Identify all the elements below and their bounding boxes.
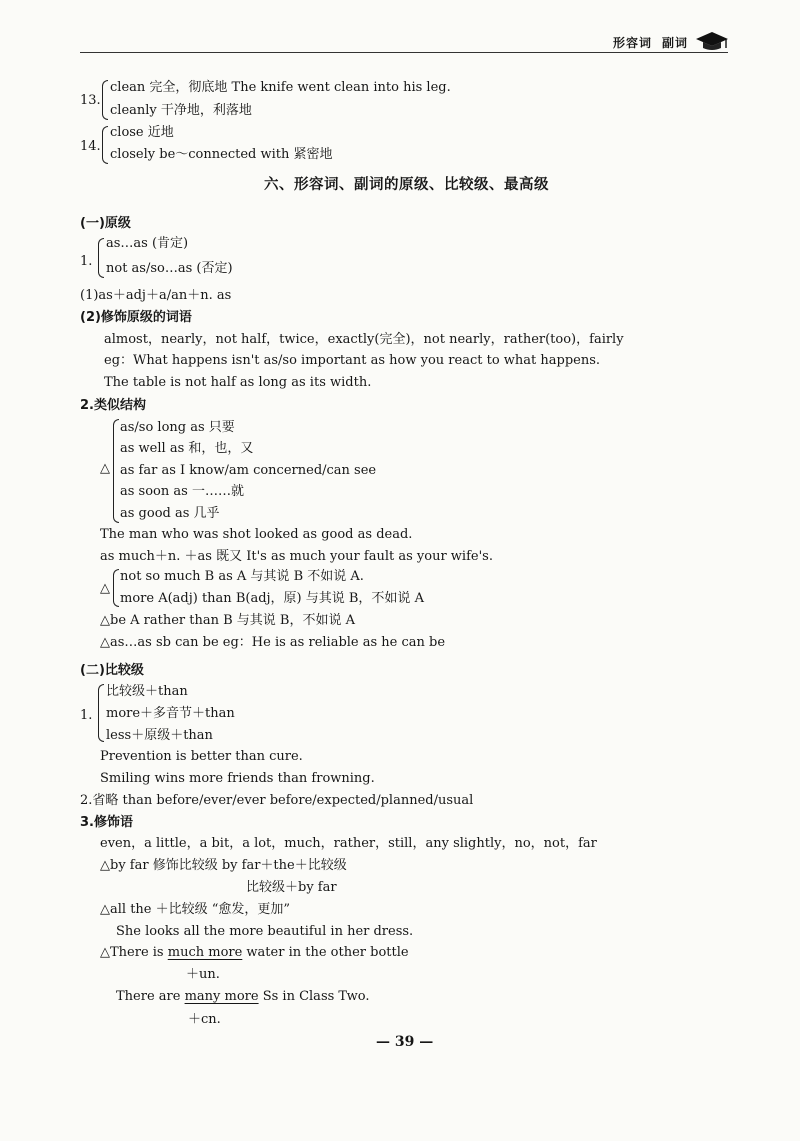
comparative-pattern: 比较级＋than	[106, 684, 188, 699]
sentence-text: There are	[116, 989, 185, 1004]
all-the-line: △all the ＋比较级 “愈发，更加”	[100, 902, 291, 917]
uncountable-note: ＋un.	[186, 967, 220, 982]
graduation-cap-icon	[694, 30, 730, 52]
sentence-text: Ss in Class Two.	[258, 989, 370, 1004]
much-more-example	[100, 946, 409, 959]
similar-item: as good as 几乎	[120, 506, 220, 521]
positive-example1: eg：What happens isn't as/so important as how you react to what happens.	[104, 353, 601, 368]
sentence-text: △There is	[100, 945, 168, 960]
positive-point1: (1)as＋adj＋a/an＋n. as	[80, 288, 232, 303]
rather-than-line: △be A rather than B 与其说 B，不如说 A	[100, 613, 356, 628]
positive-as-as: as…as (肯定)	[106, 236, 189, 251]
running-header	[613, 34, 698, 51]
similar-item: as soon as 一……就	[120, 484, 244, 499]
positive-example2: The table is not half as long as its width.	[104, 375, 372, 390]
comparative-num1: 1.	[80, 708, 93, 723]
section-title: 六、形容词、副词的原级、比较级、最高级	[264, 177, 549, 193]
more-than-line: more A(adj) than B(adj，原) 与其说 B，不如说 A	[120, 591, 424, 606]
comparative-pattern: more＋多音节＋than	[106, 706, 235, 721]
positive-modifiers: almost，nearly，not half，twice，exactly(完全)，not nearly，rather(too)，fairly	[104, 332, 624, 347]
header-adjective: 形容词	[613, 36, 653, 50]
underlined-phrase: many more	[184, 989, 259, 1004]
brace	[113, 569, 119, 607]
triangle-icon: △	[100, 461, 110, 476]
item13-line2: cleanly 干净地，利落地	[110, 103, 252, 118]
by-far-line: △by far 修饰比较级 by far＋the＋比较级	[100, 858, 347, 873]
sentence-text: water in the other bottle	[242, 945, 409, 960]
comparative-modifiers: even，a little，a bit，a lot，much，rather，still，any slightly，no，not，far	[100, 836, 597, 851]
positive-num1: 1.	[80, 254, 93, 269]
similar-item: as/so long as 只要	[120, 420, 235, 435]
many-more-example	[116, 990, 369, 1003]
item13-line1: clean 完全，彻底地 The knife went clean into his leg.	[110, 80, 451, 95]
positive-example3: The man who was shot looked as good as dead.	[100, 527, 413, 542]
positive-heading: (一)原级	[80, 216, 131, 231]
all-the-example: She looks all the more beautiful in her dress.	[116, 924, 414, 939]
similar-heading: 2.类似结构	[80, 398, 146, 413]
item-number-14: 14.	[80, 139, 101, 154]
brace	[98, 684, 104, 742]
as-as-can-line: △as…as sb can be eg：He is as reliable as he can be	[100, 635, 446, 650]
brace	[102, 126, 108, 164]
item-number-13: 13.	[80, 93, 101, 108]
positive-not-as: not as/so…as (否定)	[106, 261, 233, 276]
positive-example4: as much＋n. ＋as 既又 It's as much your fault as your wife's.	[100, 549, 493, 564]
comparative-pattern: less＋原级＋than	[106, 728, 213, 743]
by-far-line2: 比较级＋by far	[246, 880, 337, 895]
brace	[102, 80, 108, 120]
countable-note: ＋cn.	[188, 1012, 221, 1027]
underlined-phrase: much more	[167, 945, 243, 960]
not-so-much-line: not so much B as A 与其说 B 不如说 A.	[120, 569, 364, 584]
header-adverb: 副词	[662, 36, 689, 50]
page-number: — 39 —	[376, 1034, 434, 1050]
positive-point2: (2)修饰原级的词语	[80, 310, 192, 325]
modifiers-heading: 3.修饰语	[80, 815, 133, 830]
comparative-heading: (二)比较级	[80, 663, 144, 678]
similar-item: as far as I know/am concerned/can see	[120, 463, 377, 478]
item14-line1: close 近地	[110, 125, 174, 140]
brace	[113, 419, 119, 523]
header-rule	[80, 52, 728, 53]
comparative-example1: Prevention is better than cure.	[100, 749, 303, 764]
triangle-icon: △	[100, 581, 110, 596]
comparative-example2: Smiling wins more friends than frowning.	[100, 771, 375, 786]
item14-line2: closely be～connected with 紧密地	[110, 147, 333, 162]
omission-line: 2.省略 than before/ever/ever before/expected/planned/usual	[80, 793, 474, 808]
brace	[98, 238, 104, 278]
similar-item: as well as 和，也，又	[120, 441, 254, 456]
